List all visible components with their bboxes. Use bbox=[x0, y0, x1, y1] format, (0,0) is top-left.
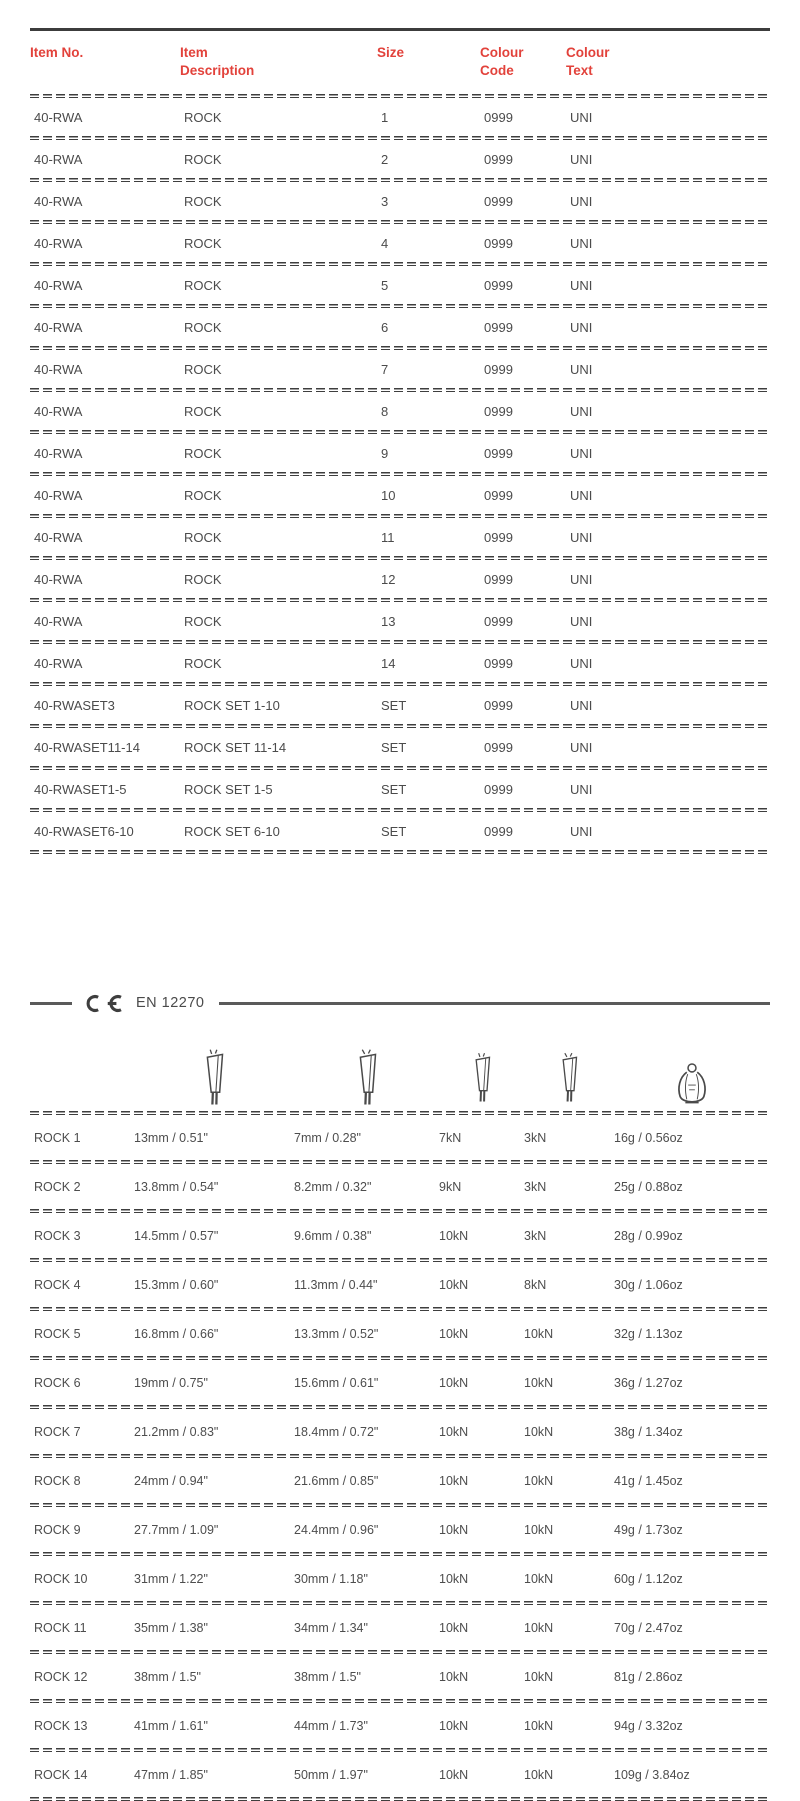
side-width-cell: 38mm / 1.5" bbox=[294, 1669, 361, 1684]
table-row bbox=[30, 1164, 770, 1209]
table-row bbox=[30, 644, 770, 682]
item-no-cell: 40-RWA bbox=[34, 235, 83, 251]
minor-strength-cell: 10kN bbox=[524, 1620, 554, 1635]
item-no-cell: 40-RWA bbox=[34, 571, 83, 587]
item-no-cell: 40-RWA bbox=[34, 109, 83, 125]
colour-text-cell: UNI bbox=[570, 697, 593, 713]
size-cell: SET bbox=[381, 823, 407, 839]
spec-table-body bbox=[30, 1115, 770, 1801]
weight-cell: 36g / 1.27oz bbox=[614, 1375, 683, 1390]
weight-cell: 70g / 2.47oz bbox=[614, 1620, 683, 1635]
catalog-table-header bbox=[30, 31, 770, 94]
description-cell: ROCK bbox=[184, 277, 222, 293]
product-name-cell: ROCK 10 bbox=[34, 1571, 88, 1586]
colour-code-cell: 0999 bbox=[484, 613, 513, 629]
weight-cell: 28g / 0.99oz bbox=[614, 1228, 683, 1243]
major-strength-cell: 10kN bbox=[439, 1473, 469, 1488]
table-row bbox=[30, 476, 770, 514]
colour-code-cell: 0999 bbox=[484, 109, 513, 125]
product-name-cell: ROCK 14 bbox=[34, 1767, 88, 1782]
certification-band bbox=[30, 993, 770, 1013]
colour-code-cell: 0999 bbox=[484, 151, 513, 167]
front-width-cell: 47mm / 1.85" bbox=[134, 1767, 208, 1782]
table-row bbox=[30, 1556, 770, 1601]
minor-strength-cell: 10kN bbox=[524, 1767, 554, 1782]
size-cell: 5 bbox=[381, 277, 389, 293]
major-strength-cell: 10kN bbox=[439, 1669, 469, 1684]
spec-name-column-spacer bbox=[34, 1029, 134, 1111]
size-cell: 14 bbox=[381, 655, 396, 671]
major-strength-cell: 9kN bbox=[439, 1179, 462, 1194]
description-cell: ROCK bbox=[184, 319, 222, 335]
size-cell: 8 bbox=[381, 403, 389, 419]
table-row bbox=[30, 434, 770, 472]
colour-text-cell: UNI bbox=[570, 823, 593, 839]
spec-table-icon-header bbox=[30, 1029, 770, 1111]
side-width-cell: 24.4mm / 0.96" bbox=[294, 1522, 379, 1537]
size-cell: 10 bbox=[381, 487, 396, 503]
colour-text-cell: UNI bbox=[570, 361, 593, 377]
product-name-cell: ROCK 5 bbox=[34, 1326, 81, 1341]
side-width-cell: 21.6mm / 0.85" bbox=[294, 1473, 379, 1488]
size-cell: 7 bbox=[381, 361, 389, 377]
major-strength-cell: 10kN bbox=[439, 1620, 469, 1635]
weight-cell: 30g / 1.06oz bbox=[614, 1277, 683, 1292]
weight-cell: 60g / 1.12oz bbox=[614, 1571, 683, 1586]
minor-strength-cell: 3kN bbox=[524, 1179, 547, 1194]
weight-cell: 38g / 1.34oz bbox=[614, 1424, 683, 1439]
major-strength-cell: 10kN bbox=[439, 1571, 469, 1586]
size-cell: 6 bbox=[381, 319, 389, 335]
table-row bbox=[30, 98, 770, 136]
table-row bbox=[30, 602, 770, 640]
description-cell: ROCK bbox=[184, 361, 222, 377]
table-row bbox=[30, 266, 770, 304]
major-strength-cell: 10kN bbox=[439, 1718, 469, 1733]
description-cell: ROCK bbox=[184, 445, 222, 461]
description-cell: ROCK bbox=[184, 151, 222, 167]
description-cell: ROCK bbox=[184, 571, 222, 587]
item-no-cell: 40-RWA bbox=[34, 613, 83, 629]
ce-rule-left bbox=[30, 1002, 72, 1005]
colour-code-cell: 0999 bbox=[484, 235, 513, 251]
colour-text-cell: UNI bbox=[570, 235, 593, 251]
front-width-cell: 15.3mm / 0.60" bbox=[134, 1277, 219, 1292]
item-no-cell: 40-RWASET6-10 bbox=[34, 823, 134, 839]
catalog-table-body bbox=[30, 98, 770, 854]
table-row bbox=[30, 1507, 770, 1552]
weight-cell: 32g / 1.13oz bbox=[614, 1326, 683, 1341]
colour-text-cell: UNI bbox=[570, 151, 593, 167]
weight-cell: 81g / 2.86oz bbox=[614, 1669, 683, 1684]
minor-strength-cell: 10kN bbox=[524, 1473, 554, 1488]
table-row bbox=[30, 1605, 770, 1650]
item-no-cell: 40-RWA bbox=[34, 403, 83, 419]
side-width-cell: 34mm / 1.34" bbox=[294, 1620, 368, 1635]
table-row bbox=[30, 1213, 770, 1258]
description-cell: ROCK bbox=[184, 109, 222, 125]
colour-code-cell: 0999 bbox=[484, 403, 513, 419]
front-width-cell: 13mm / 0.51" bbox=[134, 1130, 208, 1145]
colour-code-cell: 0999 bbox=[484, 739, 513, 755]
colour-text-cell: UNI bbox=[570, 403, 593, 419]
size-cell: 4 bbox=[381, 235, 389, 251]
size-cell: 1 bbox=[381, 109, 389, 125]
colour-text-cell: UNI bbox=[570, 277, 593, 293]
table-row bbox=[30, 1703, 770, 1748]
item-no-cell: 40-RWASET11-14 bbox=[34, 739, 140, 755]
product-name-cell: ROCK 7 bbox=[34, 1424, 81, 1439]
size-cell: 2 bbox=[381, 151, 389, 167]
side-width-cell: 18.4mm / 0.72" bbox=[294, 1424, 379, 1439]
colour-text-cell: UNI bbox=[570, 613, 593, 629]
table-row bbox=[30, 140, 770, 178]
description-cell: ROCK SET 1-5 bbox=[184, 781, 273, 797]
minor-strength-cell: 10kN bbox=[524, 1669, 554, 1684]
item-no-cell: 40-RWA bbox=[34, 655, 83, 671]
description-cell: ROCK bbox=[184, 487, 222, 503]
size-cell: SET bbox=[381, 739, 407, 755]
row-separator bbox=[30, 1797, 770, 1801]
colour-text-cell: UNI bbox=[570, 445, 593, 461]
side-width-cell: 44mm / 1.73" bbox=[294, 1718, 368, 1733]
description-cell: ROCK bbox=[184, 613, 222, 629]
item-no-cell: 40-RWA bbox=[34, 361, 83, 377]
colour-code-cell: 0999 bbox=[484, 361, 513, 377]
description-cell: ROCK bbox=[184, 403, 222, 419]
nut-front-width-icon bbox=[134, 1029, 294, 1111]
side-width-cell: 50mm / 1.97" bbox=[294, 1767, 368, 1782]
colour-text-cell: UNI bbox=[570, 655, 593, 671]
table-row bbox=[30, 224, 770, 262]
item-no-cell: 40-RWA bbox=[34, 319, 83, 335]
minor-strength-cell: 10kN bbox=[524, 1326, 554, 1341]
size-cell: 9 bbox=[381, 445, 389, 461]
front-width-cell: 19mm / 0.75" bbox=[134, 1375, 208, 1390]
nut-side-width-icon bbox=[294, 1029, 439, 1111]
front-width-cell: 31mm / 1.22" bbox=[134, 1571, 208, 1586]
ce-rule-right bbox=[219, 1002, 771, 1005]
major-strength-cell: 10kN bbox=[439, 1277, 469, 1292]
header-size: Size bbox=[377, 45, 405, 60]
item-no-cell: 40-RWA bbox=[34, 487, 83, 503]
colour-text-cell: UNI bbox=[570, 319, 593, 335]
colour-code-cell: 0999 bbox=[484, 823, 513, 839]
product-name-cell: ROCK 4 bbox=[34, 1277, 81, 1292]
colour-text-cell: UNI bbox=[570, 781, 593, 797]
table-row bbox=[30, 308, 770, 346]
weight-scale-icon bbox=[614, 1029, 770, 1111]
product-name-cell: ROCK 2 bbox=[34, 1179, 81, 1194]
side-width-cell: 30mm / 1.18" bbox=[294, 1571, 368, 1586]
weight-cell: 109g / 3.84oz bbox=[614, 1767, 690, 1782]
table-row bbox=[30, 1115, 770, 1160]
colour-code-cell: 0999 bbox=[484, 487, 513, 503]
table-row bbox=[30, 560, 770, 598]
side-width-cell: 15.6mm / 0.61" bbox=[294, 1375, 379, 1390]
colour-code-cell: 0999 bbox=[484, 277, 513, 293]
colour-text-cell: UNI bbox=[570, 571, 593, 587]
colour-text-cell: UNI bbox=[570, 109, 593, 125]
major-strength-cell: 10kN bbox=[439, 1522, 469, 1537]
table-row bbox=[30, 1360, 770, 1405]
minor-strength-cell: 10kN bbox=[524, 1718, 554, 1733]
major-strength-cell: 10kN bbox=[439, 1767, 469, 1782]
row-separator bbox=[30, 850, 770, 854]
table-row bbox=[30, 1458, 770, 1503]
minor-strength-cell: 8kN bbox=[524, 1277, 547, 1292]
size-cell: SET bbox=[381, 781, 407, 797]
colour-text-cell: UNI bbox=[570, 739, 593, 755]
colour-code-cell: 0999 bbox=[484, 193, 513, 209]
weight-cell: 25g / 0.88oz bbox=[614, 1179, 683, 1194]
minor-strength-cell: 3kN bbox=[524, 1228, 547, 1243]
colour-code-cell: 0999 bbox=[484, 571, 513, 587]
weight-cell: 16g / 0.56oz bbox=[614, 1130, 683, 1145]
weight-cell: 41g / 1.45oz bbox=[614, 1473, 683, 1488]
front-width-cell: 13.8mm / 0.54" bbox=[134, 1179, 219, 1194]
product-name-cell: ROCK 12 bbox=[34, 1669, 88, 1684]
table-row bbox=[30, 350, 770, 388]
weight-cell: 49g / 1.73oz bbox=[614, 1522, 683, 1537]
product-name-cell: ROCK 13 bbox=[34, 1718, 88, 1733]
minor-strength-cell: 10kN bbox=[524, 1424, 554, 1439]
table-row bbox=[30, 1311, 770, 1356]
table-row bbox=[30, 812, 770, 850]
item-no-cell: 40-RWA bbox=[34, 529, 83, 545]
size-cell: 3 bbox=[381, 193, 389, 209]
colour-code-cell: 0999 bbox=[484, 445, 513, 461]
colour-code-cell: 0999 bbox=[484, 655, 513, 671]
side-width-cell: 9.6mm / 0.38" bbox=[294, 1228, 372, 1243]
item-no-cell: 40-RWA bbox=[34, 277, 83, 293]
colour-text-cell: UNI bbox=[570, 529, 593, 545]
standard-label: EN 12270 bbox=[136, 995, 205, 1011]
nut-minor-axis-strength-icon bbox=[524, 1029, 614, 1111]
item-no-cell: 40-RWASET3 bbox=[34, 697, 115, 713]
front-width-cell: 24mm / 0.94" bbox=[134, 1473, 208, 1488]
minor-strength-cell: 10kN bbox=[524, 1571, 554, 1586]
front-width-cell: 21.2mm / 0.83" bbox=[134, 1424, 219, 1439]
size-cell: 12 bbox=[381, 571, 396, 587]
side-width-cell: 8.2mm / 0.32" bbox=[294, 1179, 372, 1194]
major-strength-cell: 10kN bbox=[439, 1228, 469, 1243]
size-cell: SET bbox=[381, 697, 407, 713]
major-strength-cell: 10kN bbox=[439, 1424, 469, 1439]
table-row bbox=[30, 770, 770, 808]
colour-code-cell: 0999 bbox=[484, 529, 513, 545]
header-item-no: Item No. bbox=[30, 45, 84, 60]
product-name-cell: ROCK 8 bbox=[34, 1473, 81, 1488]
weight-cell: 94g / 3.32oz bbox=[614, 1718, 683, 1733]
item-no-cell: 40-RWASET1-5 bbox=[34, 781, 127, 797]
colour-code-cell: 0999 bbox=[484, 697, 513, 713]
item-no-cell: 40-RWA bbox=[34, 193, 83, 209]
side-width-cell: 7mm / 0.28" bbox=[294, 1130, 361, 1145]
product-name-cell: ROCK 6 bbox=[34, 1375, 81, 1390]
colour-text-cell: UNI bbox=[570, 193, 593, 209]
side-width-cell: 11.3mm / 0.44" bbox=[294, 1277, 378, 1292]
minor-strength-cell: 10kN bbox=[524, 1522, 554, 1537]
header-item-description: Item Description bbox=[180, 45, 255, 78]
size-cell: 13 bbox=[381, 613, 396, 629]
size-cell: 11 bbox=[381, 529, 395, 545]
product-name-cell: ROCK 1 bbox=[34, 1130, 81, 1145]
table-row bbox=[30, 182, 770, 220]
table-row bbox=[30, 728, 770, 766]
item-no-cell: 40-RWA bbox=[34, 151, 83, 167]
header-colour-text: Colour Text bbox=[566, 45, 610, 78]
colour-code-cell: 0999 bbox=[484, 319, 513, 335]
major-strength-cell: 10kN bbox=[439, 1375, 469, 1390]
front-width-cell: 14.5mm / 0.57" bbox=[134, 1228, 219, 1243]
front-width-cell: 16.8mm / 0.66" bbox=[134, 1326, 219, 1341]
table-row bbox=[30, 518, 770, 556]
front-width-cell: 38mm / 1.5" bbox=[134, 1669, 201, 1684]
colour-text-cell: UNI bbox=[570, 487, 593, 503]
product-name-cell: ROCK 3 bbox=[34, 1228, 81, 1243]
colour-code-cell: 0999 bbox=[484, 781, 513, 797]
description-cell: ROCK SET 6-10 bbox=[184, 823, 280, 839]
header-colour-code: Colour Code bbox=[480, 45, 524, 78]
product-name-cell: ROCK 9 bbox=[34, 1522, 81, 1537]
nut-major-axis-strength-icon bbox=[439, 1029, 524, 1111]
table-row bbox=[30, 1752, 770, 1797]
minor-strength-cell: 10kN bbox=[524, 1375, 554, 1390]
item-no-cell: 40-RWA bbox=[34, 445, 83, 461]
minor-strength-cell: 3kN bbox=[524, 1130, 547, 1145]
front-width-cell: 35mm / 1.38" bbox=[134, 1620, 208, 1635]
major-strength-cell: 10kN bbox=[439, 1326, 469, 1341]
description-cell: ROCK SET 11-14 bbox=[184, 739, 287, 755]
side-width-cell: 13.3mm / 0.52" bbox=[294, 1326, 379, 1341]
table-row bbox=[30, 1654, 770, 1699]
table-row bbox=[30, 1409, 770, 1454]
front-width-cell: 27.7mm / 1.09" bbox=[134, 1522, 219, 1537]
description-cell: ROCK bbox=[184, 235, 222, 251]
front-width-cell: 41mm / 1.61" bbox=[134, 1718, 208, 1733]
description-cell: ROCK bbox=[184, 529, 222, 545]
table-row bbox=[30, 686, 770, 724]
description-cell: ROCK bbox=[184, 193, 222, 209]
product-name-cell: ROCK 11 bbox=[34, 1620, 87, 1635]
major-strength-cell: 7kN bbox=[439, 1130, 462, 1145]
ce-mark-icon bbox=[84, 994, 126, 1013]
table-row bbox=[30, 392, 770, 430]
table-row bbox=[30, 1262, 770, 1307]
description-cell: ROCK SET 1-10 bbox=[184, 697, 280, 713]
description-cell: ROCK bbox=[184, 655, 222, 671]
